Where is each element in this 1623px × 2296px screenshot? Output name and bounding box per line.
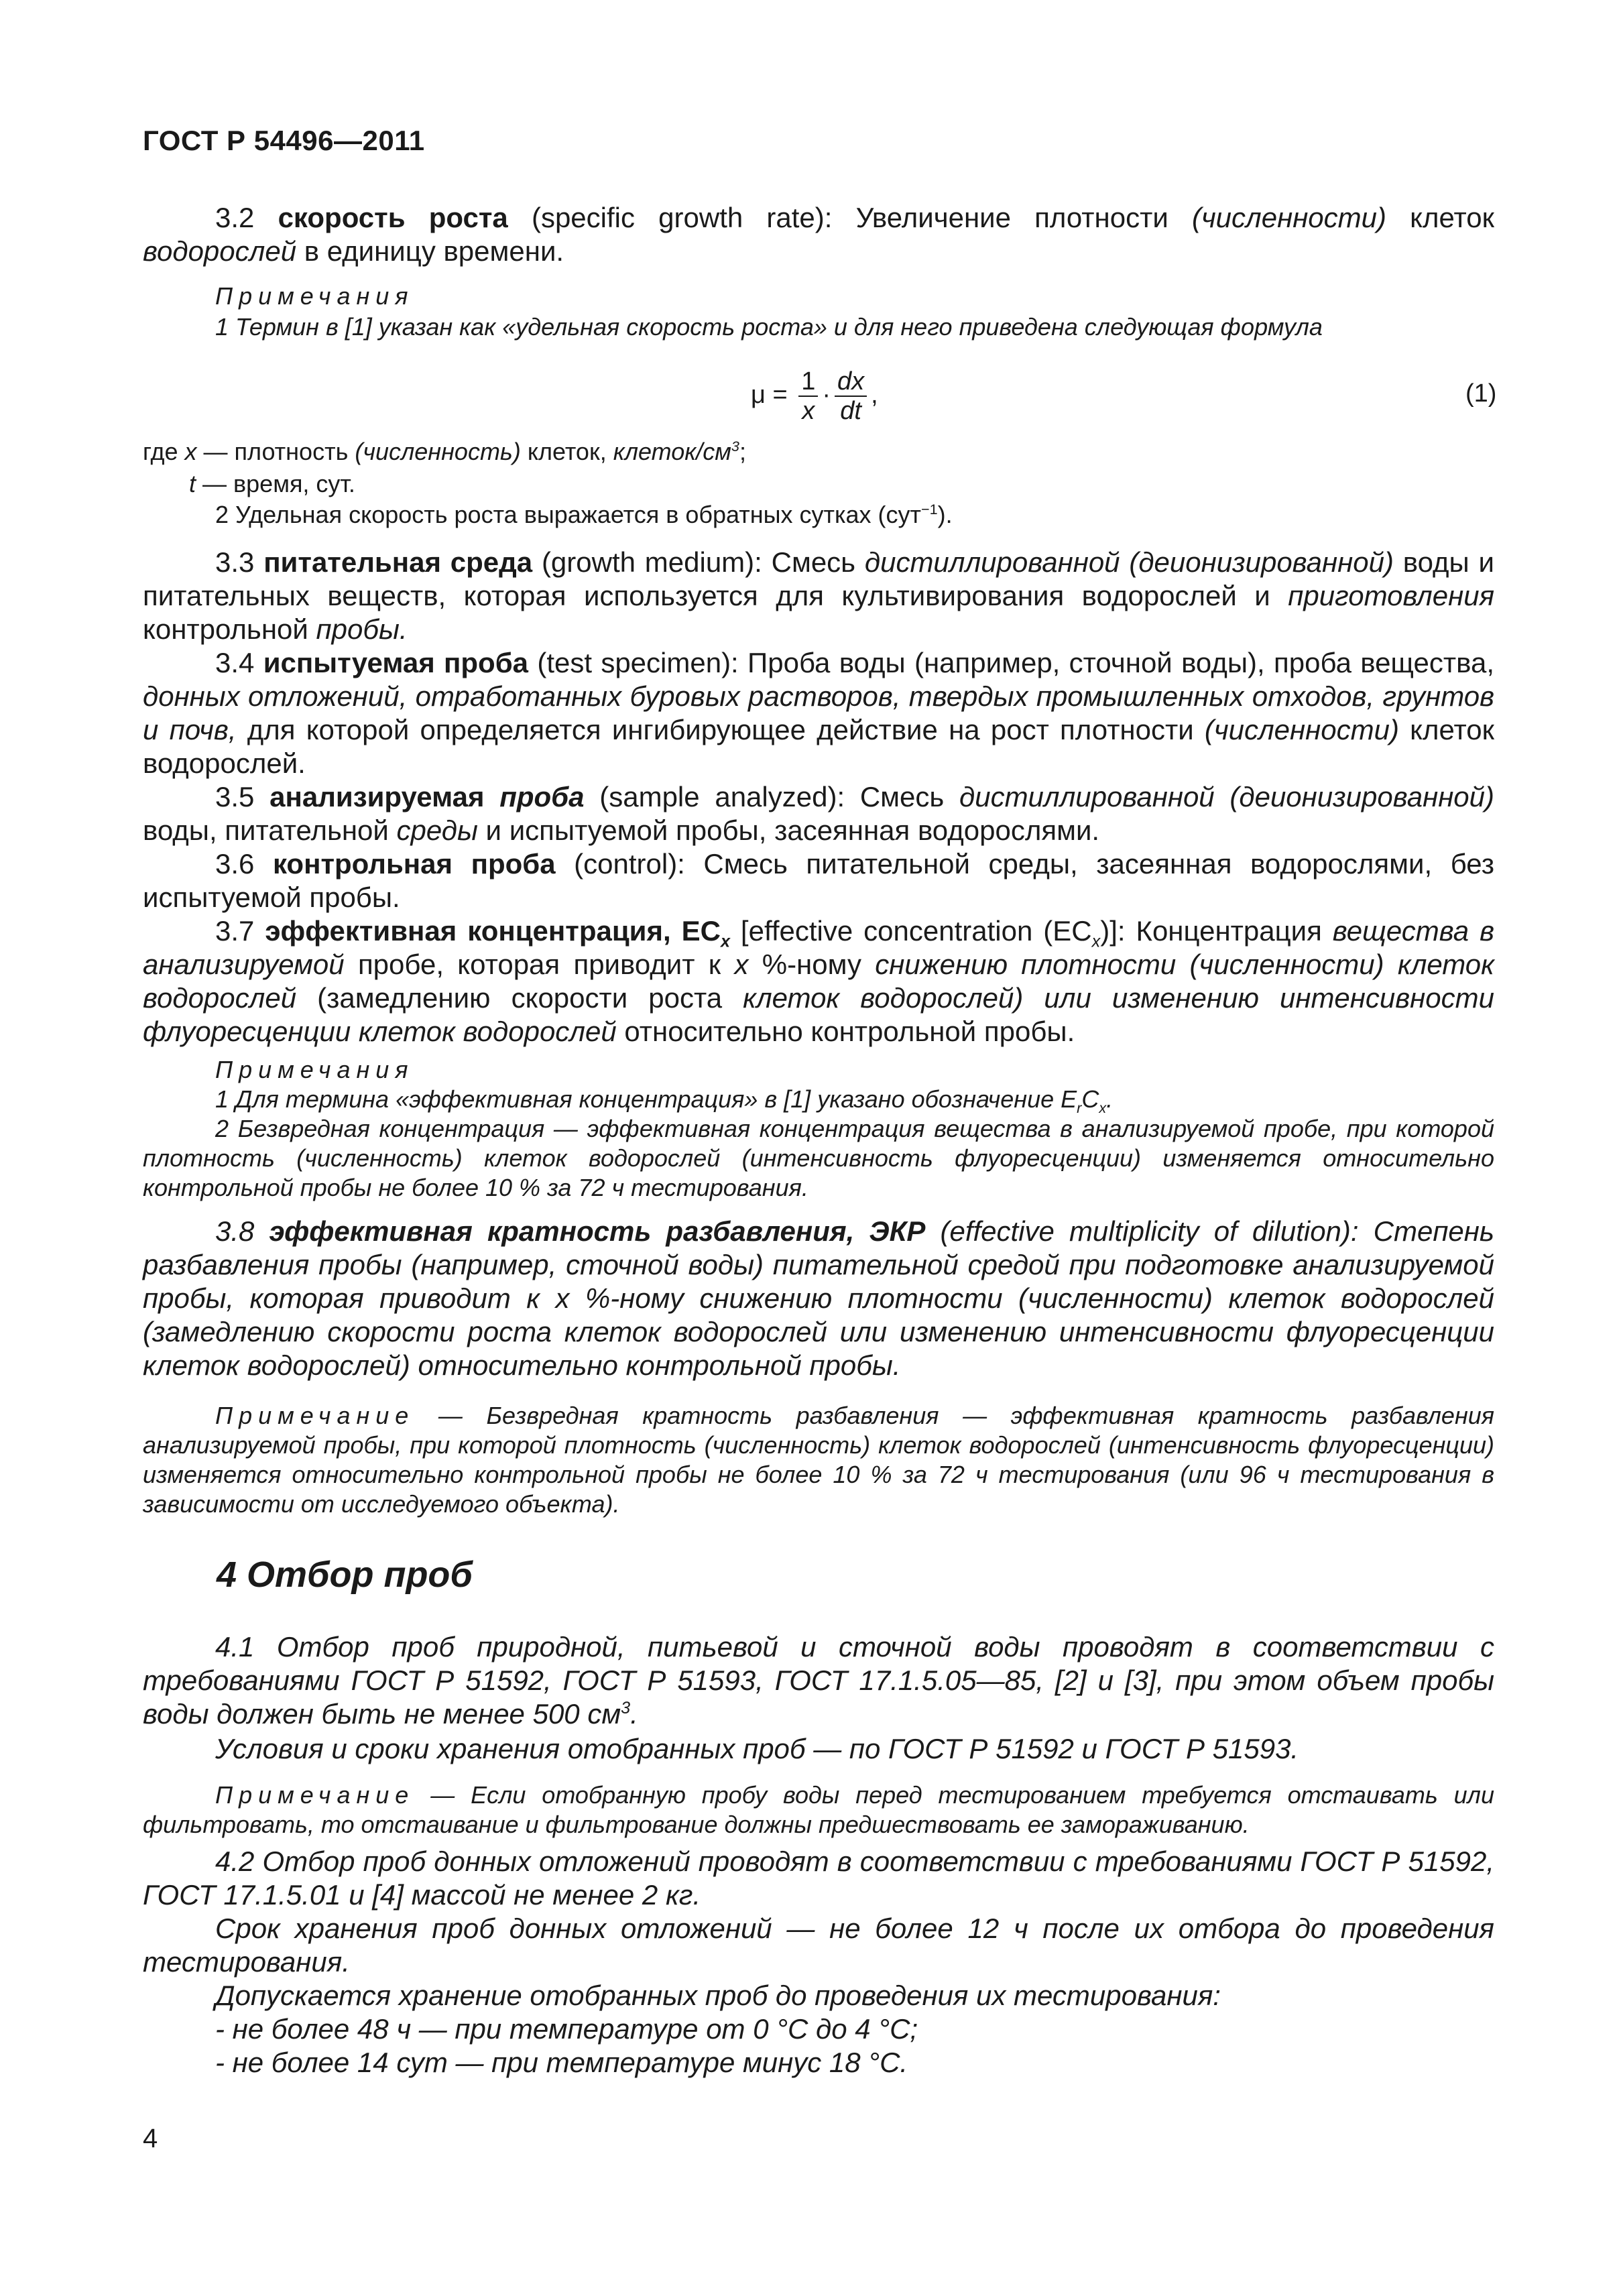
note-item: 2 Безвредная концентрация — эффективная концентрация вещества в анализируемой пробе, при которой плотность (численность) клеток водорослей (интенсивность флуоресценции) изменяется относительно контрольной пробы не более 10 % за 72 ч тестирования. bbox=[143, 1115, 1494, 1201]
clause-3-5: 3.5 анализируемая проба (sample analyzed): Смесь дистиллированной (деионизированной) воды, питательной среды и испытуемой пробы, засеянная водорослями. bbox=[143, 781, 1495, 846]
section-heading: 4 Отбор проб bbox=[217, 1555, 473, 1595]
clause-3-7: 3.7 эффективная концентрация, $EC_x$ [effective concentration $(EC_x)$]: Концентрация вещества в анализируемой пробе, которая приводит к x %-ному снижению плотности (численности) клеток водорослей (замедлению скорости роста клеток водорослей) или изменению интенсивности флуоресценции клеток водорослей относительно контрольной пробы. bbox=[143, 915, 1494, 1047]
clause-4-2: 4.2 Отбор проб донных отложений проводят в соответствии с требованиями ГОСТ Р 51592, ГОСТ 17.1.5.01 и [4] массой не менее 2 кг. bbox=[143, 1846, 1494, 1911]
note-item: 1 Для термина «эффективная концентрация» в [1] указано обозначение $E_rC_x$. bbox=[215, 1085, 1114, 1117]
document-header: ГОСТ Р 54496—2011 bbox=[143, 125, 425, 156]
note-heading: Примечания bbox=[215, 282, 414, 310]
clause-3-3: 3.3 питательная среда (growth medium): Смесь дистиллированной (деионизированной) воды и питательных веществ, которая используется для культивирования водорослей и приготовления контрольной пробы. bbox=[143, 546, 1494, 645]
clause-4-1: 4.1 Отбор проб природной, питьевой и сточной воды проводят в соответствии с требованиями ГОСТ Р 51592, ГОСТ Р 51593, ГОСТ 17.1.5.05—85, [2] и [3], при этом объем пробы воды должен быть не менее 500 $см^3$. bbox=[143, 1631, 1494, 1730]
fraction: $\frac{1}{x}$ bbox=[798, 367, 818, 425]
note: Примечание — Если отобранную пробу воды перед тестированием требуется отстаивать или фильтровать, то отстаивание и фильтрование должны предшествовать ее замораживанию. bbox=[143, 1781, 1494, 1838]
list-item: - не более 48 ч — при температуре от 0 °С до 4 °С; bbox=[215, 2013, 918, 2045]
formula-legend: где x — плотность (численность) клеток, клеток/$см^3$; bbox=[143, 438, 746, 465]
note-item: 2 Удельная скорость роста выражается в обратных сутках (сут$^{-1}$). bbox=[215, 501, 953, 528]
note-item: 1 Термин в [1] указан как «удельная скорость роста» и для него приведена следующая формула bbox=[215, 313, 1323, 341]
clause-3-8: 3.8 эффективная кратность разбавления, ЭКР (effective multiplicity of dilution): Степень разбавления пробы (например, сточной воды) питательной средой при подготовке анализируемой пробы, которая приводит к x %-ному снижению плотности (численности) клеток водорослей (замедлению скорости роста клеток водорослей или изменению интенсивности флуоресценции клеток водорослей) относительно контрольной пробы. bbox=[143, 1215, 1494, 1381]
clause-3-6: 3.6 контрольная проба (control): Смесь питательной среды, засеянная водорослями, без испытуемой пробы. bbox=[143, 848, 1494, 913]
note: Примечание — Безвредная кратность разбавления — эффективная кратность разбавления анализируемой пробы, при которой плотность (численность) клеток водорослей (интенсивность флуоресценции) изменяется относительно контрольной пробы не более 10 % за 72 ч тестирования (или 96 ч тестирования в зависимости от исследуемого объекта). bbox=[143, 1402, 1494, 1518]
clause-4-2-allowed: Допускается хранение отобранных проб до проведения их тестирования: bbox=[215, 1980, 1221, 2011]
formula: μ = $\frac{1}{x}$ · $\frac{dx}{dt}$ , bbox=[751, 367, 878, 425]
term: скорость роста bbox=[278, 202, 508, 233]
formula-legend: t — время, сут. bbox=[189, 470, 355, 497]
clause-3-4: 3.4 испытуемая проба (test specimen): Проба воды (например, сточной воды), проба вещества, донных отложений, отработанных буровых растворов, твердых промышленных отходов, грунтов и почв, для которой определяется ингибирующее действие на рост плотности (численности) клеток водорослей. bbox=[143, 647, 1494, 779]
clause-3-2: 3.2 скорость роста (specific growth rate): Увеличение плотности (численности) клеток водорослей в единицу времени. bbox=[143, 202, 1494, 267]
clause-4-1-storage: Условия и сроки хранения отобранных проб — по ГОСТ Р 51592 и ГОСТ Р 51593. bbox=[215, 1733, 1299, 1764]
list-item: - не более 14 сут — при температуре минус 18 °С. bbox=[215, 2047, 908, 2078]
formula-number: (1) bbox=[1465, 379, 1497, 408]
note-heading: Примечания bbox=[215, 1056, 414, 1083]
clause-4-2-storage: Срок хранения проб донных отложений — не более 12 ч после их отбора до проведения тестирования. bbox=[143, 1913, 1494, 1978]
fraction: $\frac{dx}{dt}$ bbox=[835, 367, 867, 425]
page-number: 4 bbox=[143, 2124, 158, 2153]
